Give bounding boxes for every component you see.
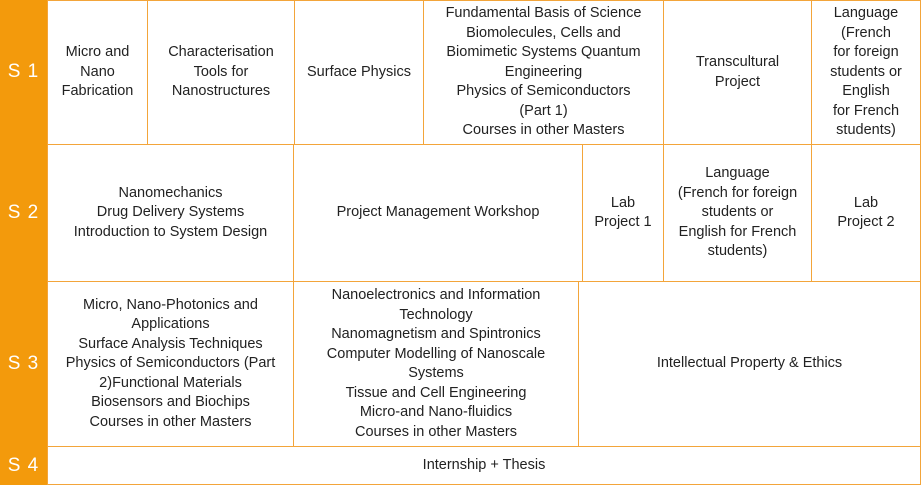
course-text: Micro and Nano Fabrication	[61, 44, 134, 100]
course-text: Fundamental Basis of Science Biomolecules, Cells and Biomimetic Systems Quantum Engineering Physics of Semiconductors (Part 1) Courses in other Masters	[445, 5, 642, 139]
course-text: Language (French for foreign students or English for French students)	[830, 5, 902, 139]
semester-label-s4: S 4	[7, 454, 40, 476]
course-cell	[423, 0, 664, 145]
course-cell	[47, 0, 148, 145]
course-text: Intellectual Property & Ethics	[656, 355, 843, 372]
course-cell	[663, 0, 812, 145]
curriculum-grid	[47, 0, 921, 485]
course-cell	[811, 144, 921, 282]
course-text: Transcultural Project	[695, 54, 780, 90]
course-text: Surface Physics	[307, 63, 411, 80]
course-text: Nanomechanics Drug Delivery Systems Introduction to System Design	[73, 184, 268, 240]
course-text: Language (French for foreign students or English for French students)	[677, 165, 798, 260]
course-text: Characterisation Tools for Nanostructures	[168, 44, 274, 100]
course-text: Project Management Workshop	[336, 204, 540, 221]
course-cell	[147, 0, 295, 145]
course-text: Lab Project 2	[837, 194, 895, 230]
course-text: Nanoelectronics and Information Technology Nanomagnetism and Spintronics Computer Modelling of Nanoscale Systems Tissue and Cell Engineering Micro-and Nano-fluidics Courses in other Masters	[326, 287, 546, 440]
course-cell	[293, 144, 583, 282]
course-cell	[582, 144, 664, 282]
course-cell	[47, 281, 294, 447]
course-cell	[293, 281, 579, 447]
course-cell	[47, 446, 921, 485]
course-cell	[294, 0, 424, 145]
semester-label-s2: S 2	[7, 201, 40, 223]
semester-label-s1: S 1	[7, 61, 40, 82]
course-cell	[811, 0, 921, 145]
course-cell	[47, 144, 294, 282]
semester-label-s3: S 3	[7, 352, 40, 374]
course-text: Internship + Thesis	[422, 456, 546, 473]
course-text: Lab Project 1	[594, 194, 652, 230]
course-text: Micro, Nano-Photonics and Applications Surface Analysis Techniques Physics of Semiconductors (Part 2)Functional Materials Biosensors and Biochips Courses in other Masters	[65, 296, 276, 430]
course-cell	[663, 144, 812, 282]
course-cell	[578, 281, 921, 447]
